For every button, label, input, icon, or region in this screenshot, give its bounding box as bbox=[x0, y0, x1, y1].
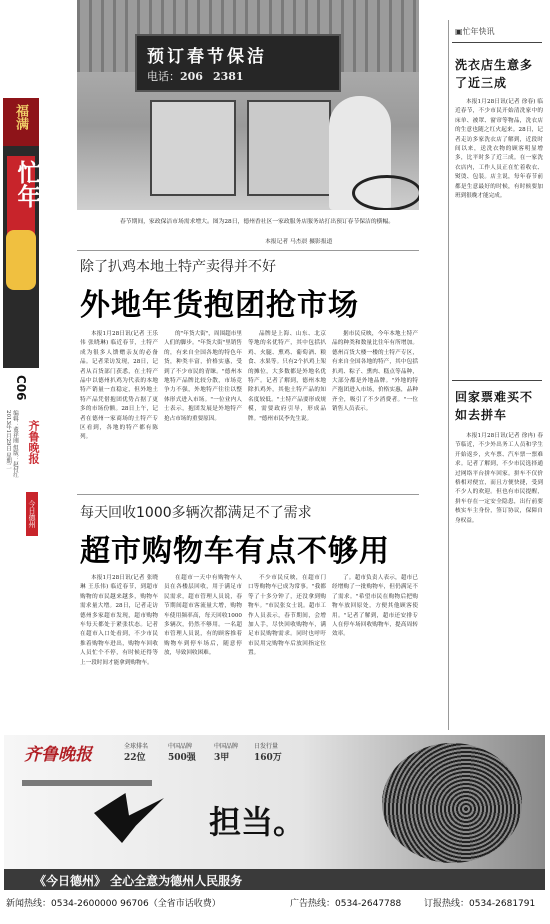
news-photo bbox=[77, 0, 419, 210]
hotline-subs: 订报热线：0534-2681791 bbox=[424, 899, 536, 909]
shop-window-2 bbox=[247, 100, 331, 196]
hotline-ads: 广告热线：0534-2647788 bbox=[290, 899, 402, 909]
ad-slogan-bar bbox=[4, 869, 545, 890]
news2-headline: 回家票难买不如去拼车 bbox=[455, 390, 534, 422]
fingerprint-icon bbox=[382, 743, 522, 863]
banner-top bbox=[3, 98, 39, 146]
divider bbox=[77, 494, 419, 495]
hotline-news: 新闻热线：0534-2600000 96706（全省市话收费） bbox=[6, 899, 221, 909]
edition-info: 编辑：董祥刚 组版：赵付红 bbox=[12, 410, 18, 478]
banner-top-text: 福满 bbox=[13, 104, 28, 130]
sign-phone: 电话：206 2381 bbox=[147, 70, 244, 83]
story2-col1: 本报1月28日讯(记者 张晓琳 王乐伟) 临近春节，到超市购物的市民越来越多，购物车需求量大增。28日，记者走访德州多家超市发现，超市购物车每天都处于紧张状态。记者在超市入口处看到，不少市民推着购物车进出，购物车回收人员忙个不停，有时候还得等上一段时间才能拿到购物车。 bbox=[80, 575, 158, 666]
bullet-icon: ▣ bbox=[455, 27, 463, 36]
story1-col4: 据市民反映，今年本地土特产品的种类和数量比往年有所增加。德州百货大楼一楼的土特产专区，有来自全国各地的特产，其中包括扒鸡、粽子、熏肉、糕点等品种，大部分都是外地品牌。"外地的特产抱团进入市场，价格实惠，品种齐全，吸引了不少消费者。"一位销售人员表示。 bbox=[332, 331, 418, 413]
ad-stat-2: 中国品牌 500强 bbox=[168, 743, 196, 763]
ad-slogan: 《今日德州》 全心全意为德州人民服务 bbox=[34, 874, 243, 888]
ad-stat-3: 中国品牌 3甲 bbox=[214, 743, 239, 763]
divider bbox=[77, 250, 419, 251]
shop-window bbox=[150, 100, 236, 196]
divider bbox=[452, 380, 542, 381]
photo-credit: 本报记者 马杰晨 摄影报道 bbox=[265, 239, 333, 245]
news2-body: 本报1月28日讯(记者 徐冉) 春节临近，不少外出务工人员和学生开始返乡，火车票、汽车票一票难求。记者了解到，不少市民选择通过网络平台拼车回家。拼车不仅价格相对便宜，而且方便快捷，受到不少人的欢迎。但也有市民提醒，拼车存在一定安全隐患，出行前要核实车主身份，签订协议，保障自身权益。 bbox=[455, 433, 543, 524]
news1-headline: 洗衣店生意多了近三成 bbox=[455, 58, 534, 90]
story2-col2: 在超市一天中有购物车人员在各楼层回收，用于满足市民需求，超市管理人员说，春节期间超市客流量大增，购物车使用频率高，每天回收1000多辆次，仍然不够用。一名超市管理人员说，有的顾客推着购物车到停车场后，随意停放，导致回收困难。 bbox=[164, 575, 242, 657]
story1-col2: 的"年货大街"，周围超市里人们的脚步。"年货大街"里销售的，有来自全国各地的特色年货，种类丰富，价格实惠，受到了不少市民的青睐。"德州本地特产品牌比较分散，市场竞争力不强，外地特产往往以整体形式进入市场。"一位业内人士表示，抱团发展是外地特产抢占市场的重要原因。 bbox=[164, 331, 242, 422]
photo-caption: 春节期间，家政保洁市场需求增大。图为28日，德州香社区一家政服务店服务站打出预订春节保洁的横幅。 bbox=[120, 219, 395, 225]
ad-stat-4: 日发行量 160万 bbox=[254, 743, 282, 763]
story1-col3: 品牌是上海、山东、北京等地的名优特产，其中包括扒鸡、火腿、熏鸡、葡萄酒、粮食、水果等。只有2个扒鸡上架的摊位，大多数都是外地名优特产。记者了解到，德州本地除扒鸡外，其他土特产品的知名度较低。"土特产品要形成规模，需要政府引导，形成品牌。"德州市民李先生说。 bbox=[248, 331, 326, 422]
divider bbox=[452, 42, 542, 43]
story2-headline: 超市购物车有点不够用 bbox=[80, 534, 390, 569]
column-divider bbox=[448, 20, 449, 730]
news1-body: 本报1月28日讯(记者 徐春) 临近春节，不少市民开始清洗家中的床单、被罩、窗帘等物品，洗衣店的生意也随之红火起来。28日，记者走访多家洗衣店了解到，近段时间以来，送洗衣物的顾客明显增多，比平时多了近三成。在一家洗衣店内，工作人员正在忙着收衣、熨烫、包装。店主说，每年春节前都是生意最好的时候，有时候要加班到很晚才能完成。 bbox=[455, 99, 543, 200]
ad-stat-1: 全球排名 22位 bbox=[124, 743, 149, 763]
story2-col3: 不少市民反映，在超市门口等购物车已成为常事。"我都等了十多分钟了，还没拿到购物车。"市民张女士说。超市工作人员表示，春节期间，会增加人手，尽快回收购物车，满足市民购物需求。同时也呼吁市民用完购物车后放回指定位置。 bbox=[248, 575, 326, 657]
story1-col1: 本报1月28日讯(记者 王乐伟 张晓琳) 临近春节，土特产成为很多人馈赠亲友的必备品。记者采访发现，28日，记者从百货部门获悉，在土特产品中以德州扒鸡为代表的本地特产销量一直稳定，但外地土特产品凭借抱团优势占据了更多的市场份额。28日上午，记者在德州一家商场的土特产专区看到，各地的特产都有陈列。 bbox=[80, 331, 158, 441]
page-number: C06 bbox=[14, 375, 28, 401]
ad-logo: 齐鲁晚报 bbox=[24, 745, 92, 765]
story1-headline: 外地年货抱团抢市场 bbox=[80, 288, 359, 323]
sign-title: 预订春节保洁 bbox=[147, 47, 267, 67]
story2-col4: 了。超市负责人表示，超市已经增购了一批购物车，但仍满足不了需求。"希望市民在购物后把购物车放回原处，方便其他顾客使用。"记者了解到，超市还安排专人在停车场回收购物车，提高周转效率。 bbox=[332, 575, 418, 638]
story1-subhead: 除了扒鸡本地土特产卖得并不好 bbox=[80, 259, 276, 275]
right-section-label: ▣忙年快讯 bbox=[455, 27, 495, 36]
ad-calligraphy: 担当。 bbox=[209, 803, 306, 841]
banner-sign bbox=[135, 34, 341, 92]
story2-subhead: 每天回收1000多辆次都满足不了需求 bbox=[80, 505, 312, 521]
date-info: 2013年1月29日 星期二 bbox=[5, 410, 11, 470]
bicycle-icon bbox=[352, 175, 419, 210]
paper-name: 齐鲁晚报 bbox=[27, 420, 40, 464]
section-tag: 今日德州 bbox=[26, 492, 38, 536]
lantern-icon bbox=[6, 230, 36, 290]
ad-banner bbox=[4, 735, 545, 870]
footer-hotlines bbox=[4, 890, 545, 914]
banner-main-text: 忙年 bbox=[13, 160, 42, 208]
